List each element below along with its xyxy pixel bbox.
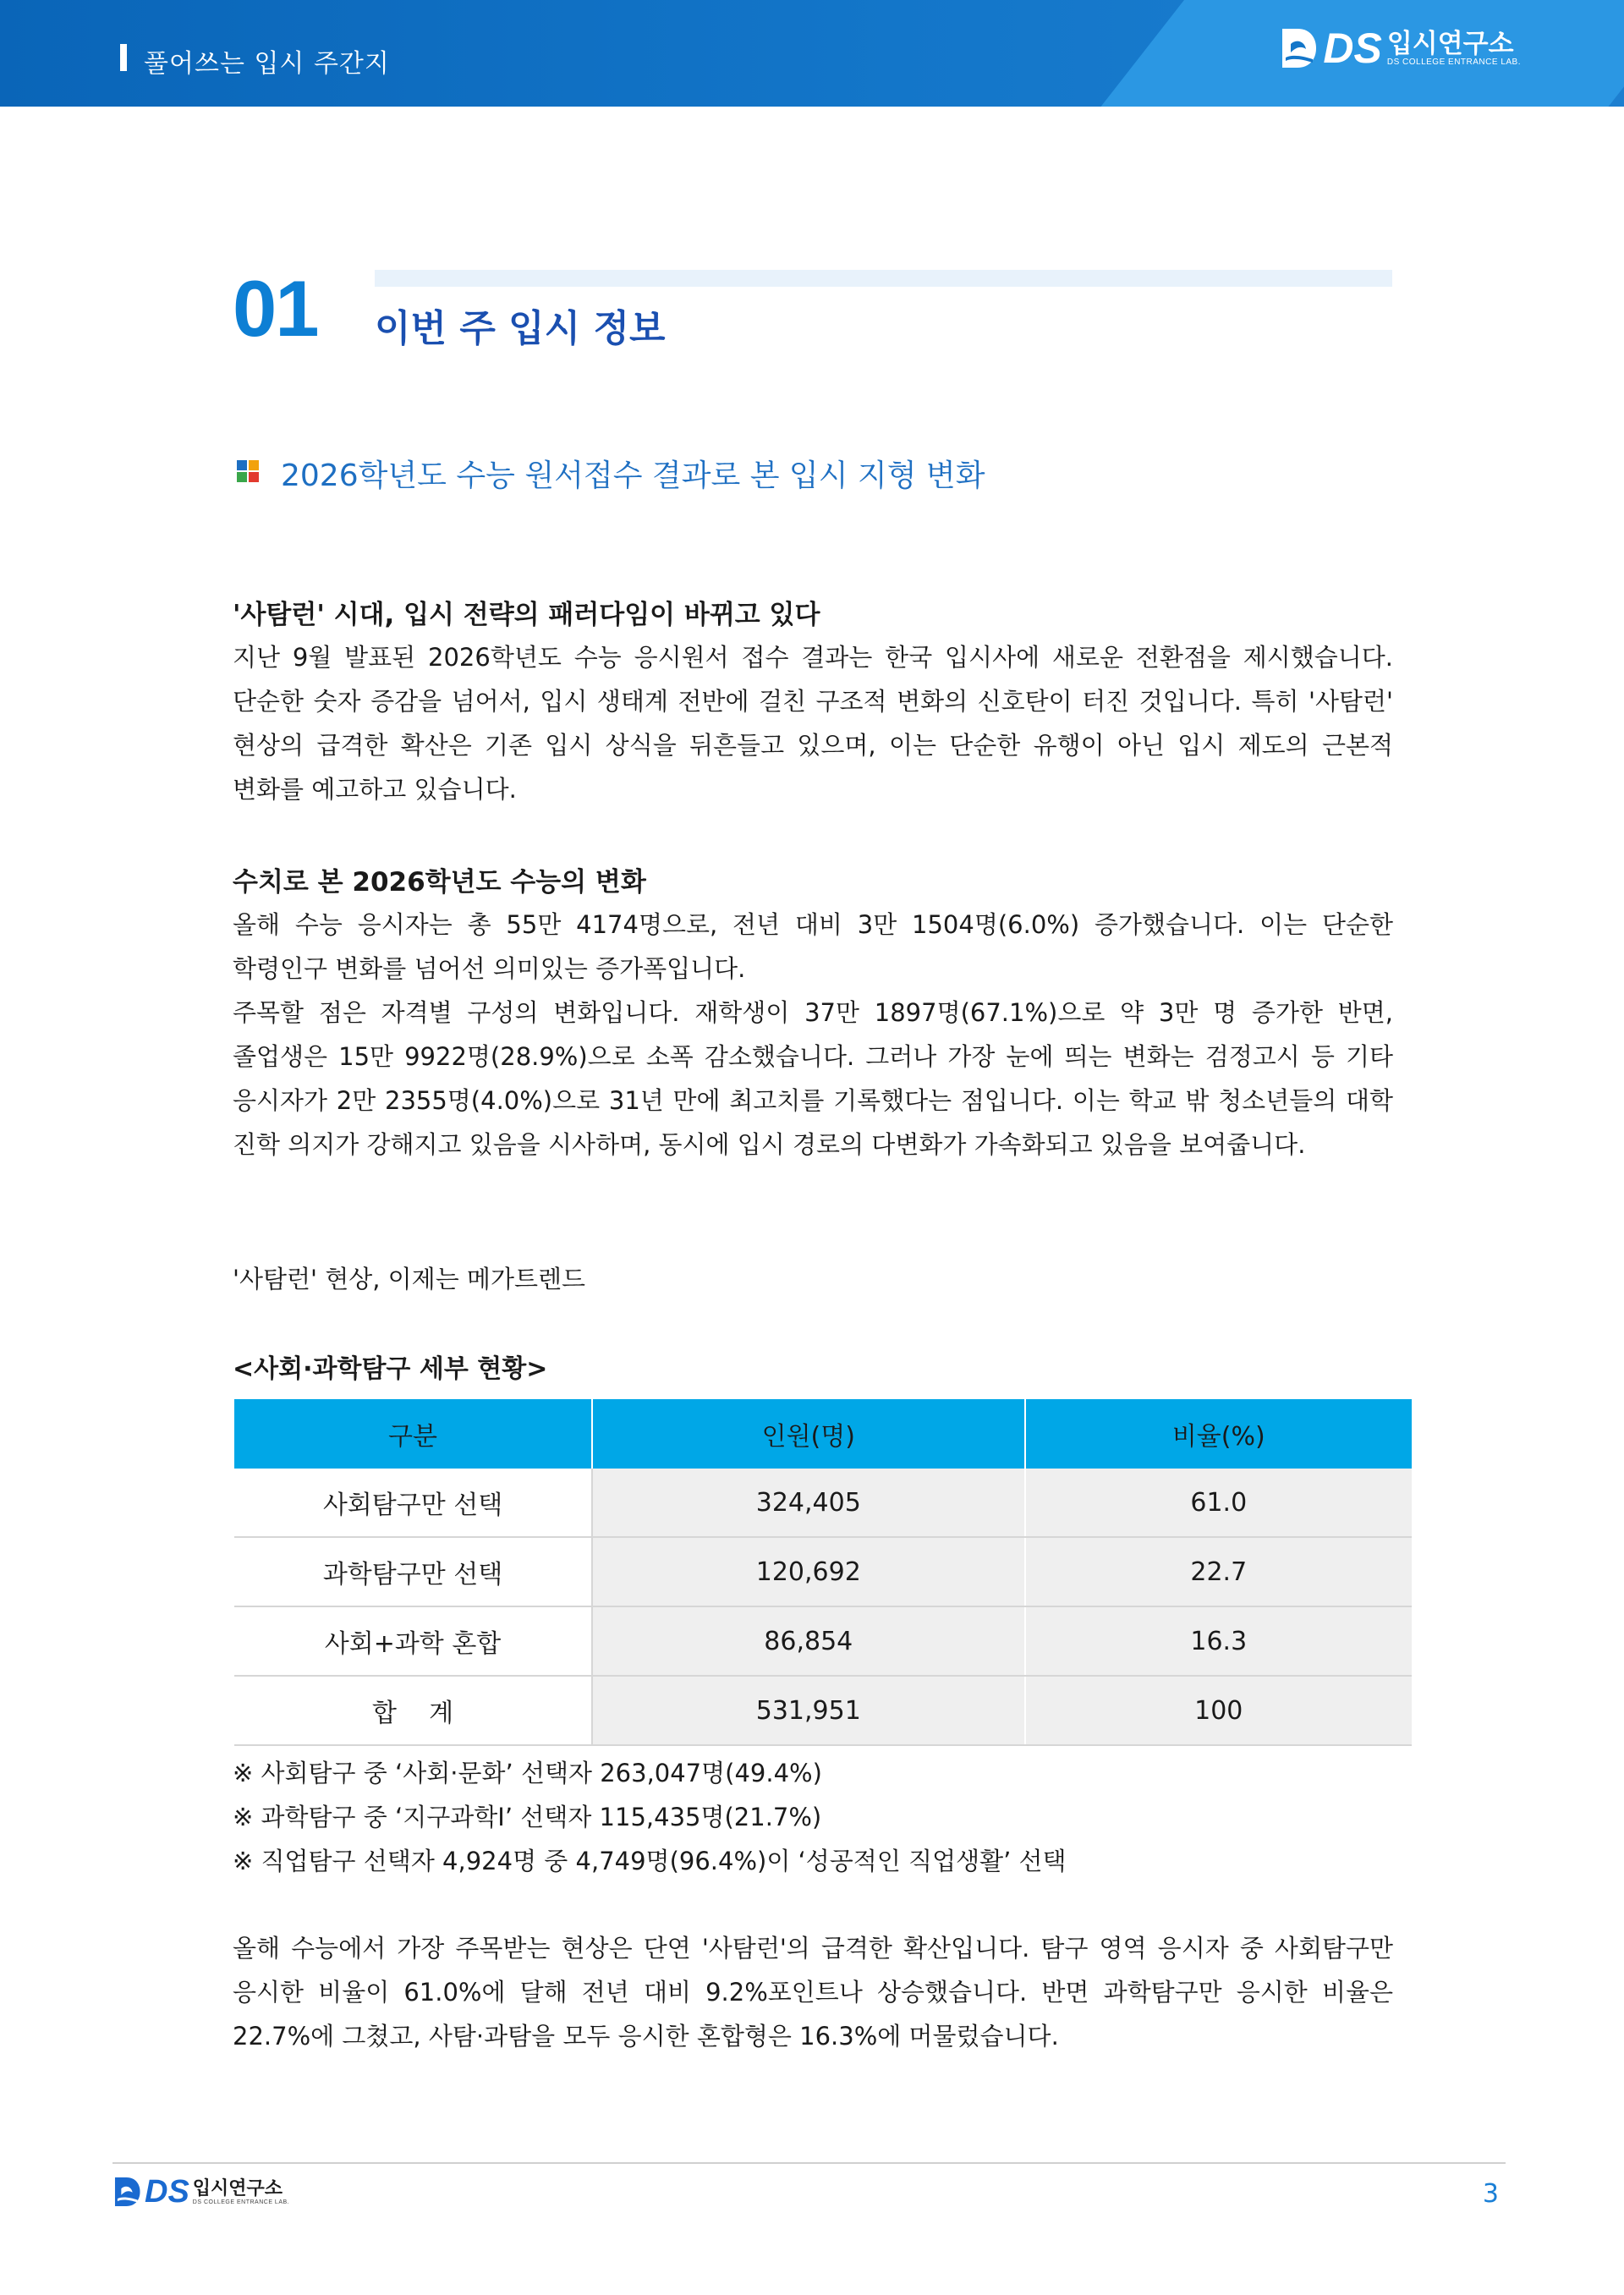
logo-korean-text: 입시연구소 xyxy=(1386,28,1514,59)
table-cell-ratio: 16.3 xyxy=(1025,1606,1412,1676)
colored-squares-icon xyxy=(237,460,259,482)
logo-subtitle: DS COLLEGE ENTRANCE LAB. xyxy=(192,2199,290,2205)
table-cell-ratio: 22.7 xyxy=(1025,1537,1412,1606)
table-note: ※ 사회탐구 중 ‘사회·문화’ 선택자 263,047명(49.4%) xyxy=(233,1759,822,1787)
article-block-2 xyxy=(233,864,1393,1167)
table-note: ※ 직업탐구 선택자 4,924명 중 4,749명(96.4%)이 ‘성공적인 직업생활’ 선택 xyxy=(233,1847,1067,1875)
ds-logo-mark-icon xyxy=(1279,27,1318,69)
table-cell-category: 사회탐구만 선택 xyxy=(234,1469,592,1537)
table-notes xyxy=(233,1751,1067,1883)
page-header xyxy=(0,0,1624,107)
logo-korean-text: 입시연구소 xyxy=(192,2177,283,2199)
article-line-3: '사탐런' 현상, 이제는 메가트렌드 xyxy=(233,1265,585,1293)
article-heading-2: 수치로 본 2026학년도 수능의 변화 xyxy=(233,867,646,898)
table-cell-ratio: 100 xyxy=(1025,1676,1412,1745)
table-row xyxy=(234,1537,1412,1606)
exploration-stats-table xyxy=(234,1399,1412,1746)
table-cell-count: 86,854 xyxy=(592,1606,1024,1676)
logo-subtitle: DS COLLEGE ENTRANCE LAB. xyxy=(1386,57,1521,67)
table-caption: <사회·과학탐구 세부 현황> xyxy=(233,1354,548,1384)
footer-divider xyxy=(112,2162,1506,2164)
table-row xyxy=(234,1469,1412,1537)
table-cell-category: 합 계 xyxy=(234,1676,592,1745)
article-paragraph-1: 지난 9월 발표된 2026학년도 수능 응시원서 접수 결과는 한국 입시사에 새로운 전환점을 제시했습니다. 단순한 숫자 증감을 넘어서, 입시 생태계 전반에 걸친 구조적 변화의 신호탄이 터진 것입니다. 특히 '사탐런' 현상의 급격한 확산은 기존 입시 상식을 뒤흔들고 있으며, 이는 단순한 유행이 아닌 입시 제도의 근본적 변화를 예고하고 있습니다. xyxy=(233,643,1393,804)
table-header-row xyxy=(234,1399,1412,1469)
article-paragraph-4: 올해 수능에서 가장 주목받는 현상은 단연 '사탐런'의 급격한 확산입니다. 탐구 영역 응시자 중 사회탐구만 응시한 비율이 61.0%에 달해 전년 대비 9.2%포인트나 상승했습니다. 반면 과학탐구만 응시한 비율은 22.7%에 그쳤고, 사탐·과탐을 모두 응시한 혼합형은 16.3%에 머물렀습니다. xyxy=(233,1934,1393,2051)
table-cell-count: 531,951 xyxy=(592,1676,1024,1745)
table-total-row xyxy=(234,1676,1412,1745)
table-cell-category: 과학탐구만 선택 xyxy=(234,1537,592,1606)
table-header-cell: 구분 xyxy=(234,1399,592,1469)
article-block-4 xyxy=(233,1926,1393,2058)
table-cell-count: 324,405 xyxy=(592,1469,1024,1537)
page-number: 3 xyxy=(1482,2179,1499,2209)
table-row xyxy=(234,1606,1412,1676)
header-logo xyxy=(1279,25,1521,72)
logo-ds-text: DS xyxy=(145,2174,189,2210)
table-cell-count: 120,692 xyxy=(592,1537,1024,1606)
article-paragraph-2b: 주목할 점은 자격별 구성의 변화입니다. 재학생이 37만 1897명(67.1%)으로 약 3만 명 증가한 반면, 졸업생은 15만 9922명(28.9%)으로 소폭 감소했습니다. 그러나 가장 눈에 띄는 변화는 검정고시 등 기타 응시자가 2만 2355명(4.0%)으로 31년 만에 최고치를 기록했다는 점입니다. 이는 학교 밖 청소년들의 대학 진학 의지가 강해지고 있음을 시사하며, 동시에 입시 경로의 다변화가 가속화되고 있음을 보여줍니다. xyxy=(233,998,1393,1159)
table-cell-ratio: 61.0 xyxy=(1025,1469,1412,1537)
table-cell-category: 사회+과학 혼합 xyxy=(234,1606,592,1676)
section-number: 01 xyxy=(233,264,318,353)
article-block-1 xyxy=(233,596,1393,811)
table-note: ※ 과학탐구 중 ‘지구과학Ⅰ’ 선택자 115,435명(21.7%) xyxy=(233,1803,822,1831)
footer-logo xyxy=(112,2176,289,2208)
table-header-cell: 비율(%) xyxy=(1025,1399,1412,1469)
article-paragraph-2a: 올해 수능 응시자는 총 55만 4174명으로, 전년 대비 3만 1504명(6.0%) 증가했습니다. 이는 단순한 학령인구 변화를 넘어선 의미있는 증가폭입니다. xyxy=(233,910,1393,983)
table-header-cell: 인원(명) xyxy=(592,1399,1024,1469)
article-heading-1: '사탐런' 시대, 입시 전략의 패러다임이 바뀌고 있다 xyxy=(233,600,820,630)
section-title-bar xyxy=(375,270,1392,287)
section-title: 이번 주 입시 정보 xyxy=(375,307,666,350)
ds-logo-mark-icon xyxy=(112,2176,141,2208)
logo-ds-text: DS xyxy=(1323,25,1382,72)
header-bar-mark xyxy=(120,44,127,71)
publication-title: 풀어쓰는 입시 주간지 xyxy=(144,49,390,79)
subsection-heading: 2026학년도 수능 원서접수 결과로 본 입시 지형 변화 xyxy=(281,458,985,493)
